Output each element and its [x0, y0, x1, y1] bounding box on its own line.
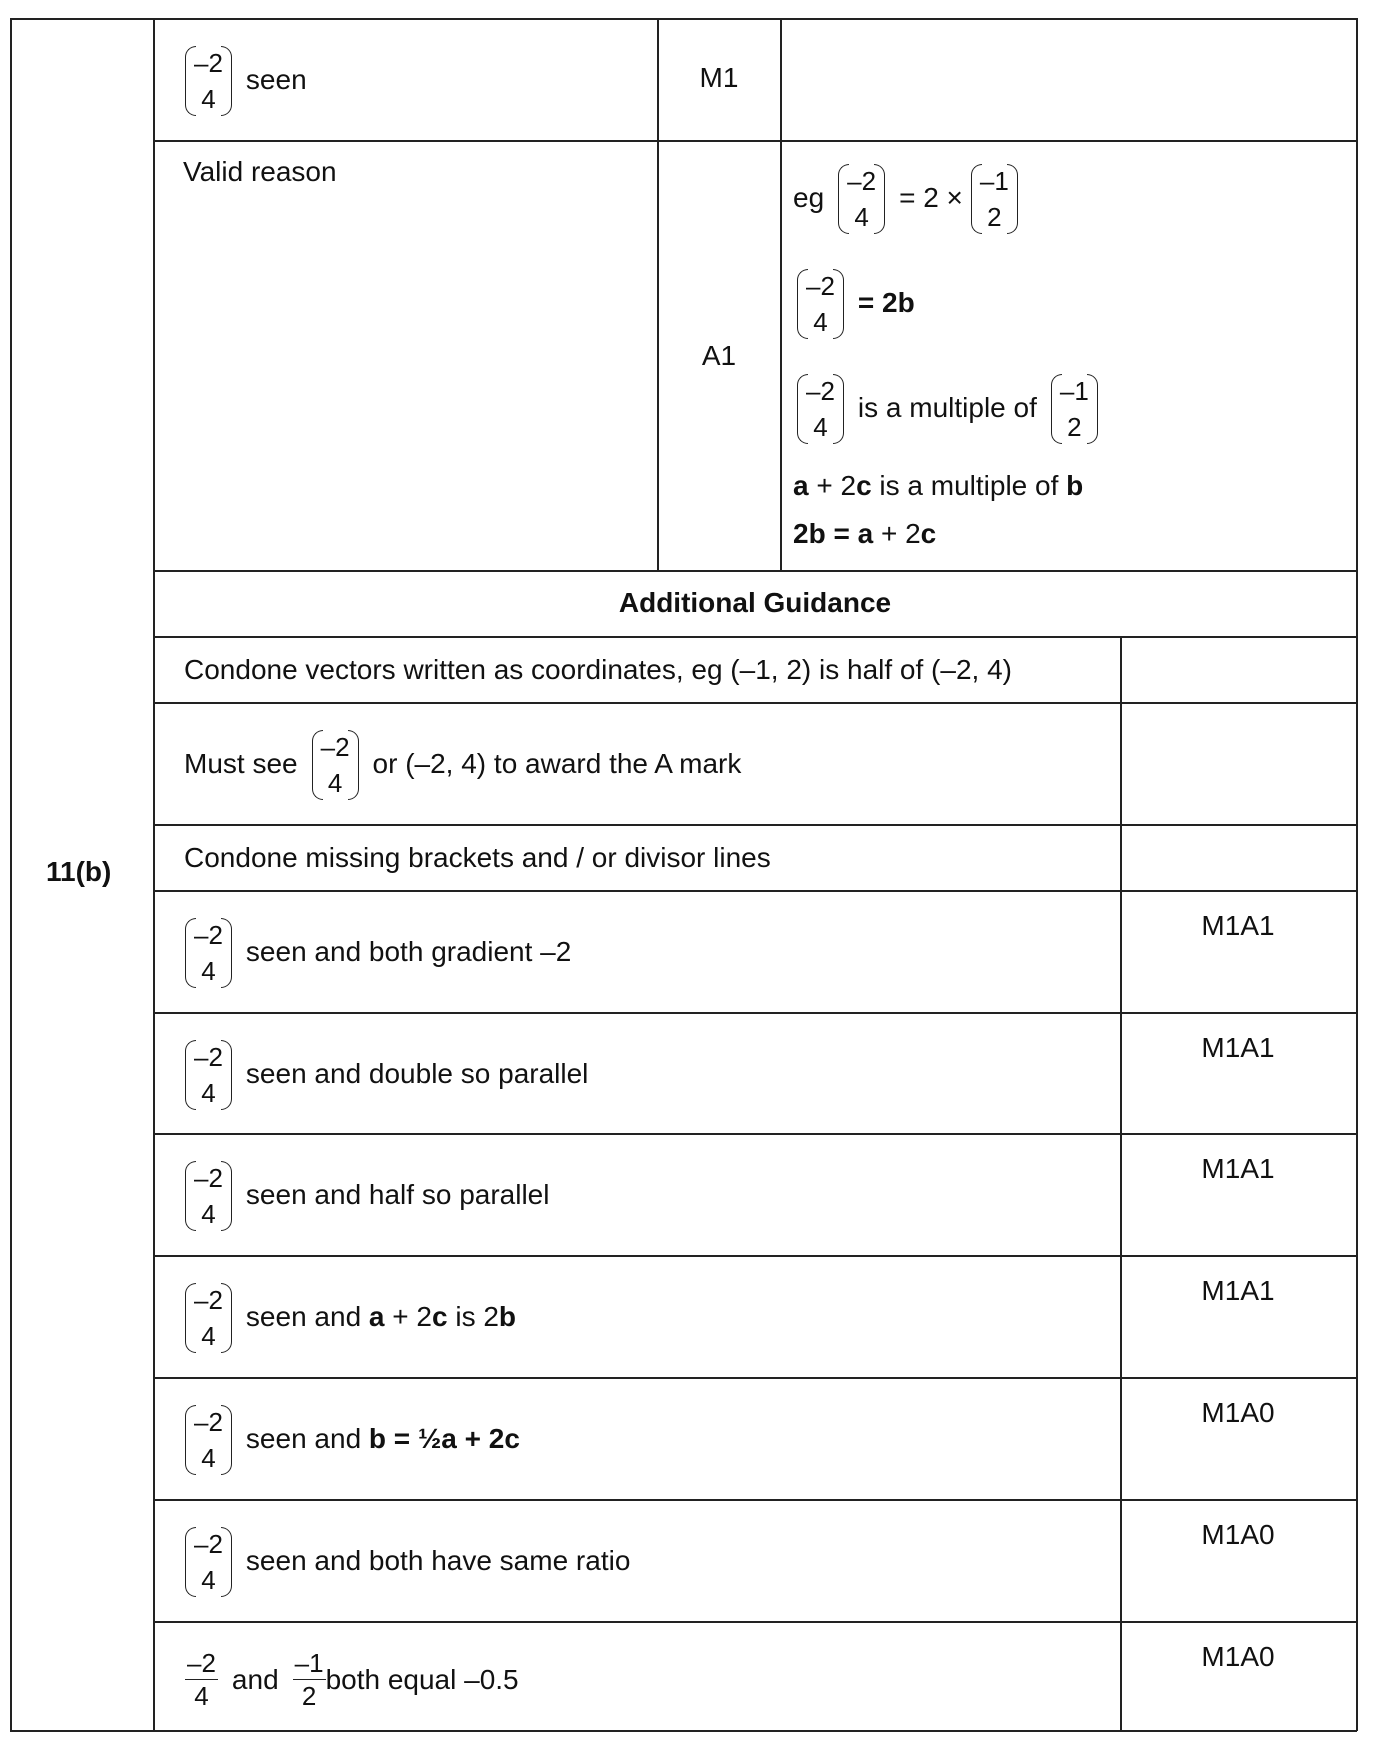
vector-bottom: 4	[201, 84, 216, 114]
plus-two: + 2	[808, 470, 857, 501]
valid-reason-text: Valid reason	[183, 156, 337, 187]
guidance-mark: M1A0	[1201, 1397, 1275, 1428]
table-border-right	[1356, 18, 1358, 1731]
table-border-left	[10, 18, 12, 1731]
vector-top: –2	[806, 271, 835, 301]
two: 2	[793, 518, 809, 549]
vector-bottom: 4	[854, 202, 869, 232]
is-multiple-text: is a multiple of	[857, 392, 1037, 423]
is-two: is 2	[447, 1301, 499, 1332]
equals-half: = ½	[386, 1423, 442, 1454]
guidance-must-see	[155, 704, 1120, 824]
vector-b: b	[368, 1423, 387, 1454]
vector-column-half	[971, 162, 1018, 234]
vector-column	[838, 162, 885, 234]
is-multiple-of: is a multiple of	[871, 470, 1067, 501]
example-3	[797, 372, 1098, 444]
example-2	[797, 267, 915, 339]
vector-top: –2	[194, 48, 223, 78]
equals-two-times: = 2 ×	[899, 182, 963, 213]
vector-top: –2	[847, 166, 877, 196]
vector-bottom: 4	[813, 412, 828, 442]
row-text: seen	[245, 64, 307, 95]
vector-bottom: 4	[327, 768, 343, 798]
vector-c: c	[431, 1301, 448, 1332]
vector-top: –2	[194, 1529, 223, 1559]
guidance-text: seen and both have same ratio	[245, 1545, 631, 1576]
vector-bottom: 4	[201, 1078, 216, 1108]
guidance-fractions	[155, 1623, 1120, 1730]
example-5	[793, 518, 936, 550]
vector-top: –1	[979, 166, 1009, 196]
eg-label: eg	[793, 182, 825, 213]
example-4	[793, 470, 1083, 502]
vector-c: c	[856, 470, 872, 501]
fraction-numerator: –2	[187, 1648, 216, 1678]
mark-m1: M1	[699, 62, 739, 93]
vector-bottom: 4	[201, 1199, 216, 1229]
vector-a: a	[857, 518, 874, 549]
award-text: or (–2, 4) to award the A mark	[372, 748, 742, 779]
must-see-text: Must see	[184, 748, 298, 779]
vector-a: a	[793, 470, 809, 501]
and-text: and	[231, 1663, 279, 1695]
vector-a: a	[368, 1301, 385, 1332]
guidance-gradient	[155, 892, 1120, 1012]
guidance-same-ratio	[155, 1501, 1120, 1621]
plus-two: + 2	[384, 1301, 432, 1332]
fraction-numerator: –1	[294, 1648, 324, 1678]
plus-two: + 2	[456, 1423, 505, 1454]
vector-column	[185, 1038, 232, 1110]
guidance-text: both equal –0.5	[325, 1663, 519, 1695]
mark-a1: A1	[701, 340, 737, 371]
mark-column-divider-upper	[657, 18, 659, 570]
vector-top: –2	[194, 1407, 223, 1437]
row-divider	[153, 140, 1357, 142]
vector-b: b	[498, 1301, 517, 1332]
guidance-half	[155, 1135, 1120, 1255]
guidance-mark: M1A0	[1201, 1519, 1275, 1550]
vector-bottom: 4	[201, 1565, 216, 1595]
vector-column	[797, 372, 844, 444]
guidance-text: seen and half so parallel	[245, 1179, 550, 1210]
vector-bottom: 4	[201, 1321, 216, 1351]
vector-b: b	[1066, 470, 1084, 501]
vector-b: b	[808, 518, 826, 549]
vector-column	[185, 1525, 232, 1597]
vector-top: –1	[1059, 376, 1089, 406]
vector-top: –2	[194, 920, 223, 950]
vector-column	[185, 916, 232, 988]
vector-top: –2	[194, 1042, 223, 1072]
vector-column	[312, 728, 359, 800]
guidance-mark: M1A0	[1201, 1641, 1275, 1672]
vector-top: –2	[194, 1163, 223, 1193]
table-border-bottom	[10, 1730, 1357, 1732]
equals-2: = 2	[857, 287, 898, 318]
vector-top: –2	[320, 732, 350, 762]
vector-c: c	[504, 1423, 520, 1454]
guidance-header: Additional Guidance	[618, 587, 892, 618]
plus-two: + 2	[873, 518, 921, 549]
fraction-denominator: 4	[194, 1681, 209, 1711]
example-1	[793, 162, 1018, 234]
guidance-mark: M1A1	[1201, 1275, 1275, 1306]
vector-column	[185, 1281, 232, 1353]
fraction-2	[293, 1647, 326, 1712]
equals: =	[825, 518, 858, 549]
vector-column	[185, 44, 232, 116]
guidance-mark: M1A1	[1201, 1032, 1275, 1063]
vector-top: –2	[194, 1285, 223, 1315]
question-number: 11(b)	[46, 856, 112, 887]
vector-bottom: 4	[201, 1443, 216, 1473]
vector-column	[185, 1159, 232, 1231]
row-seen	[155, 20, 655, 140]
comment-column-divider-upper	[780, 18, 782, 570]
guidance-double	[155, 1014, 1120, 1134]
vector-c: c	[920, 518, 937, 549]
vector-column-half	[1051, 372, 1098, 444]
fraction-denominator: 2	[301, 1681, 317, 1711]
guidance-coordinates: Condone vectors written as coordinates, eg (–1, 2) is half of (–2, 4)	[184, 654, 1012, 685]
vector-column	[797, 267, 844, 339]
vector-column	[185, 1403, 232, 1475]
vector-bottom: 2	[1067, 412, 1082, 442]
vector-a: a	[441, 1423, 457, 1454]
guidance-a-plus-2c	[155, 1257, 1120, 1377]
guidance-b-equals	[155, 1379, 1120, 1499]
guidance-text: seen and double so parallel	[245, 1058, 589, 1089]
vector-top: –2	[806, 376, 835, 406]
guidance-mark: M1A1	[1201, 910, 1275, 941]
guidance-mark: M1A1	[1201, 1153, 1275, 1184]
vector-bottom: 4	[201, 956, 216, 986]
vector-bottom: 4	[813, 307, 828, 337]
guidance-text: seen and both gradient –2	[245, 936, 572, 967]
guidance-missing-brackets: Condone missing brackets and / or divisor lines	[184, 842, 771, 873]
fraction-1	[185, 1647, 218, 1712]
seen-and: seen and	[245, 1301, 369, 1332]
seen-and: seen and	[245, 1423, 369, 1454]
vector-b: b	[897, 287, 915, 318]
vector-bottom: 2	[987, 202, 1002, 232]
